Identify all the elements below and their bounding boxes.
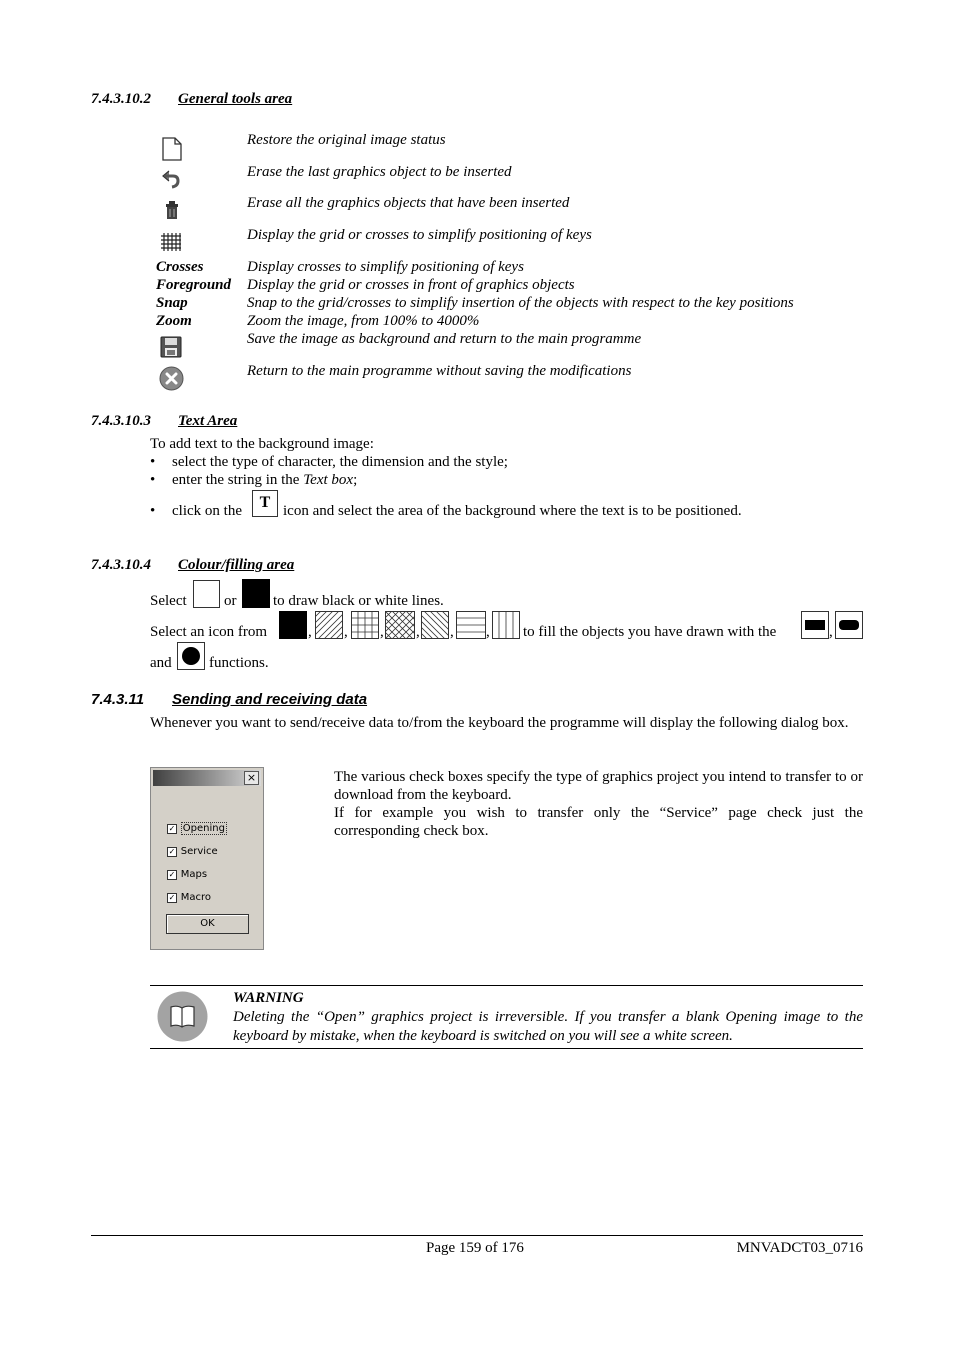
checkbox-row[interactable]: [167, 866, 207, 883]
black-line-icon: [242, 579, 270, 608]
checkbox[interactable]: ✓: [168, 823, 176, 833]
keyword-description: Snap to the grid/crosses to simplify insertion of the objects with respect to the key positions: [247, 295, 794, 311]
separator: ,: [486, 624, 490, 640]
tool-description: Save the image as background and return to the main programme: [247, 331, 642, 347]
paragraph: Whenever you want to send/receive data to/from the keyboard the programme will display the following dialog box.: [150, 715, 849, 731]
warning-bottom-rule: [150, 1048, 863, 1049]
bullet: •: [150, 472, 156, 488]
checkbox-row[interactable]: [167, 889, 211, 906]
new-page-icon: [160, 137, 184, 161]
save-icon: [160, 336, 182, 358]
ellipse-tool-icon: [177, 642, 205, 670]
close-icon: [159, 366, 184, 391]
white-line-icon: [193, 580, 220, 608]
grid-fill-icon: [351, 611, 379, 639]
section-heading-colour-area: [91, 557, 294, 574]
paragraph: To add text to the background image:: [150, 436, 374, 452]
keyword-label: Snap: [156, 295, 188, 311]
separator: ,: [380, 624, 384, 640]
warning-top-rule: [150, 985, 863, 986]
section-number: 7.4.3.11: [91, 691, 145, 708]
separator: ,: [829, 624, 833, 640]
separator: ,: [308, 624, 312, 640]
keyword-label: Crosses: [156, 259, 204, 275]
tool-description: Display the grid or crosses to simplify positioning of keys: [247, 227, 592, 243]
footer-rule: [91, 1235, 863, 1236]
rectangle-tool-icon: [801, 611, 829, 639]
separator: ,: [344, 624, 348, 640]
solid-fill-icon: [279, 611, 307, 639]
checkbox-row[interactable]: [167, 843, 218, 860]
section-title: Sending and receiving data: [172, 691, 368, 708]
paragraph: Select an icon from: [150, 624, 268, 640]
checkbox[interactable]: ✓: [168, 869, 176, 879]
list-item-continued: icon and select the area of the background where the text is to be positioned.: [283, 503, 742, 519]
tool-description: Erase the last graphics object to be inserted: [247, 164, 512, 180]
paragraph: If for example you wish to transfer only the “Service” page check just the corresponding check box.: [334, 805, 863, 839]
checkbox-label: Maps: [180, 869, 208, 881]
checkbox-row[interactable]: [167, 820, 227, 837]
book-icon: [157, 991, 208, 1042]
trash-icon: [160, 198, 184, 222]
list-item: enter the string in the Text box;: [172, 472, 358, 488]
document-code: MNVADCT03_0716: [736, 1240, 863, 1256]
keyword-description: Display crosses to simplify positioning of keys: [247, 259, 524, 275]
paragraph: and: [150, 655, 172, 671]
section-title: General tools area: [178, 91, 293, 107]
paragraph: or: [224, 593, 237, 609]
warning-title: WARNING: [233, 990, 304, 1006]
undo-icon: [160, 166, 184, 190]
paragraph: to fill the objects you have drawn with the: [523, 624, 777, 640]
section-heading-sending: [91, 691, 367, 708]
keyword-label: Zoom: [156, 313, 192, 329]
keyword-description: Display the grid or crosses in front of graphics objects: [247, 277, 575, 293]
checkbox[interactable]: ✓: [168, 892, 176, 902]
grid-icon: [160, 231, 182, 253]
section-number: 7.4.3.10.2: [91, 91, 151, 107]
section-heading-general-tools: [91, 91, 292, 108]
crosshatch-fill-icon: [385, 611, 415, 639]
list-item: select the type of character, the dimension and the style;: [172, 454, 508, 470]
tool-description: Return to the main programme without saving the modifications: [247, 363, 632, 379]
vertical-fill-icon: [492, 611, 520, 639]
dialog-close-button[interactable]: ×: [244, 771, 259, 785]
checkbox[interactable]: ✓: [168, 846, 176, 856]
checkbox-label: Macro: [180, 892, 212, 904]
checkbox-label: Opening: [182, 823, 225, 835]
transfer-dialog: [150, 767, 264, 950]
page-number: Page 159 of 176: [426, 1240, 524, 1256]
paragraph: Select: [150, 593, 187, 609]
section-title: Text Area: [178, 413, 238, 429]
tool-description: Restore the original image status: [247, 132, 446, 148]
tool-description: Erase all the graphics objects that have been inserted: [247, 195, 570, 211]
bullet: •: [150, 454, 156, 470]
section-heading-text-area: [91, 413, 237, 430]
section-number: 7.4.3.10.4: [91, 557, 151, 573]
list-item: click on the: [172, 503, 242, 519]
section-title: Colour/filling area: [178, 557, 295, 573]
rounded-rectangle-tool-icon: [835, 611, 863, 639]
section-number: 7.4.3.10.3: [91, 413, 151, 429]
paragraph: The various check boxes specify the type of graphics project you intend to transfer to or download from the keyboard.: [334, 769, 863, 803]
text-tool-icon: T: [252, 490, 278, 517]
checkbox-label: Service: [180, 846, 218, 858]
bullet: •: [150, 503, 156, 519]
horizontal-fill-icon: [456, 611, 486, 639]
keyword-label: Foreground: [156, 277, 232, 293]
paragraph: to draw black or white lines.: [273, 593, 444, 609]
ok-button[interactable]: OK: [166, 914, 249, 934]
keyword-description: Zoom the image, from 100% to 4000%: [247, 313, 480, 329]
backslash-fill-icon: [421, 611, 449, 639]
separator: ,: [416, 624, 420, 640]
paragraph: functions.: [209, 655, 269, 671]
diagonal-fill-icon: [315, 611, 343, 639]
separator: ,: [450, 624, 454, 640]
warning-text: Deleting the “Open” graphics project is irreversible. If you transfer a blank Opening image to the keyboard by mistake, when the keyboard is switched on you will see a white screen.: [233, 1009, 863, 1044]
